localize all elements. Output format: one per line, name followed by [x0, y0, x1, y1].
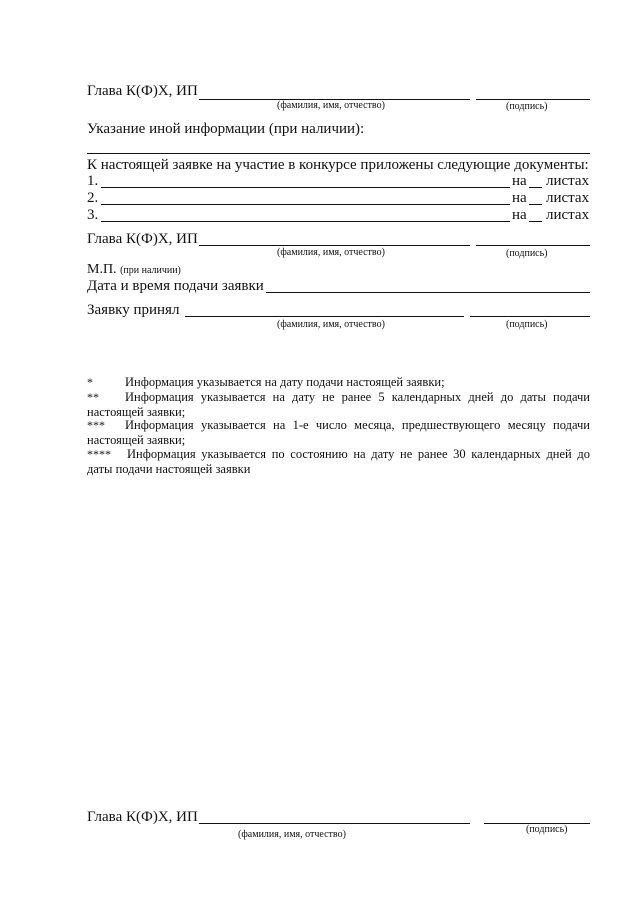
name-caption-2: (фамилия, имя, отчество) [277, 247, 385, 258]
footnote-4-mark: **** [87, 447, 111, 461]
other-info-label: Указание иной информации (при наличии): [87, 121, 365, 137]
accepted-label: Заявку принял [87, 302, 180, 318]
signature-field-line-1[interactable] [476, 99, 590, 100]
doc-item-2-line[interactable] [101, 204, 510, 205]
footnote-3-mark: *** [87, 418, 105, 432]
doc-item-2-num: 2. [87, 190, 99, 206]
doc-item-1-on: на [512, 173, 527, 189]
footnote-2-mark: ** [87, 390, 99, 404]
stamp-mp: М.П. [87, 262, 117, 277]
signature-caption-3: (подпись) [526, 824, 568, 835]
stamp-note: (при наличии) [120, 265, 181, 276]
name-field-line-3[interactable] [199, 823, 470, 824]
doc-item-1-sheets: листах [546, 173, 590, 189]
footnote-3-text: Информация указывается на 1-е число месяца, предшествующего месяцу подачи настоящей заявки; [87, 418, 590, 447]
submission-date-line[interactable] [266, 292, 590, 293]
doc-item-3-on: на [512, 207, 527, 223]
accepted-signature-line[interactable] [470, 316, 590, 317]
doc-item-3-line[interactable] [101, 221, 510, 222]
doc-item-2-on: на [512, 190, 527, 206]
signature-field-line-2[interactable] [476, 245, 590, 246]
signature-caption-2: (подпись) [506, 248, 548, 259]
doc-item-1-line[interactable] [101, 187, 510, 188]
doc-item-3-sheets: листах [546, 207, 590, 223]
doc-item-3-num: 3. [87, 207, 99, 223]
accepted-signature-caption: (подпись) [506, 319, 548, 330]
doc-item-2-sheets: листах [546, 190, 590, 206]
footnote-1-text: Информация указывается на дату подачи настоящей заявки; [125, 375, 445, 389]
accepted-name-line[interactable] [185, 316, 464, 317]
accepted-name-caption: (фамилия, имя, отчество) [277, 319, 385, 330]
footnote-4-text: Информация указывается по состоянию на дату не ранее 30 календарных дней до даты подачи настоящей заявки [87, 447, 590, 476]
documents-heading: К настоящей заявке на участие в конкурсе приложены следующие документы: [87, 157, 589, 173]
doc-item-1-num: 1. [87, 173, 99, 189]
name-caption-1: (фамилия, имя, отчество) [277, 100, 385, 111]
head-label-1: Глава К(Ф)Х, ИП [87, 83, 198, 99]
footnote-1-mark: * [87, 375, 93, 389]
stamp-line [87, 262, 181, 278]
name-caption-3: (фамилия, имя, отчество) [238, 829, 346, 840]
other-info-line[interactable] [87, 153, 590, 154]
doc-item-3-count-line[interactable] [529, 221, 542, 222]
footnote-2-text: Информация указывается на дату не ранее 5 календарных дней до даты подачи настоящей заявки; [87, 390, 590, 419]
name-field-line-2[interactable] [199, 245, 470, 246]
head-label-3: Глава К(Ф)Х, ИП [87, 809, 198, 825]
signature-caption-1: (подпись) [506, 101, 548, 112]
head-label-2: Глава К(Ф)Х, ИП [87, 231, 198, 247]
submission-label: Дата и время подачи заявки [87, 278, 264, 294]
doc-item-2-count-line[interactable] [529, 204, 542, 205]
doc-item-1-count-line[interactable] [529, 187, 542, 188]
